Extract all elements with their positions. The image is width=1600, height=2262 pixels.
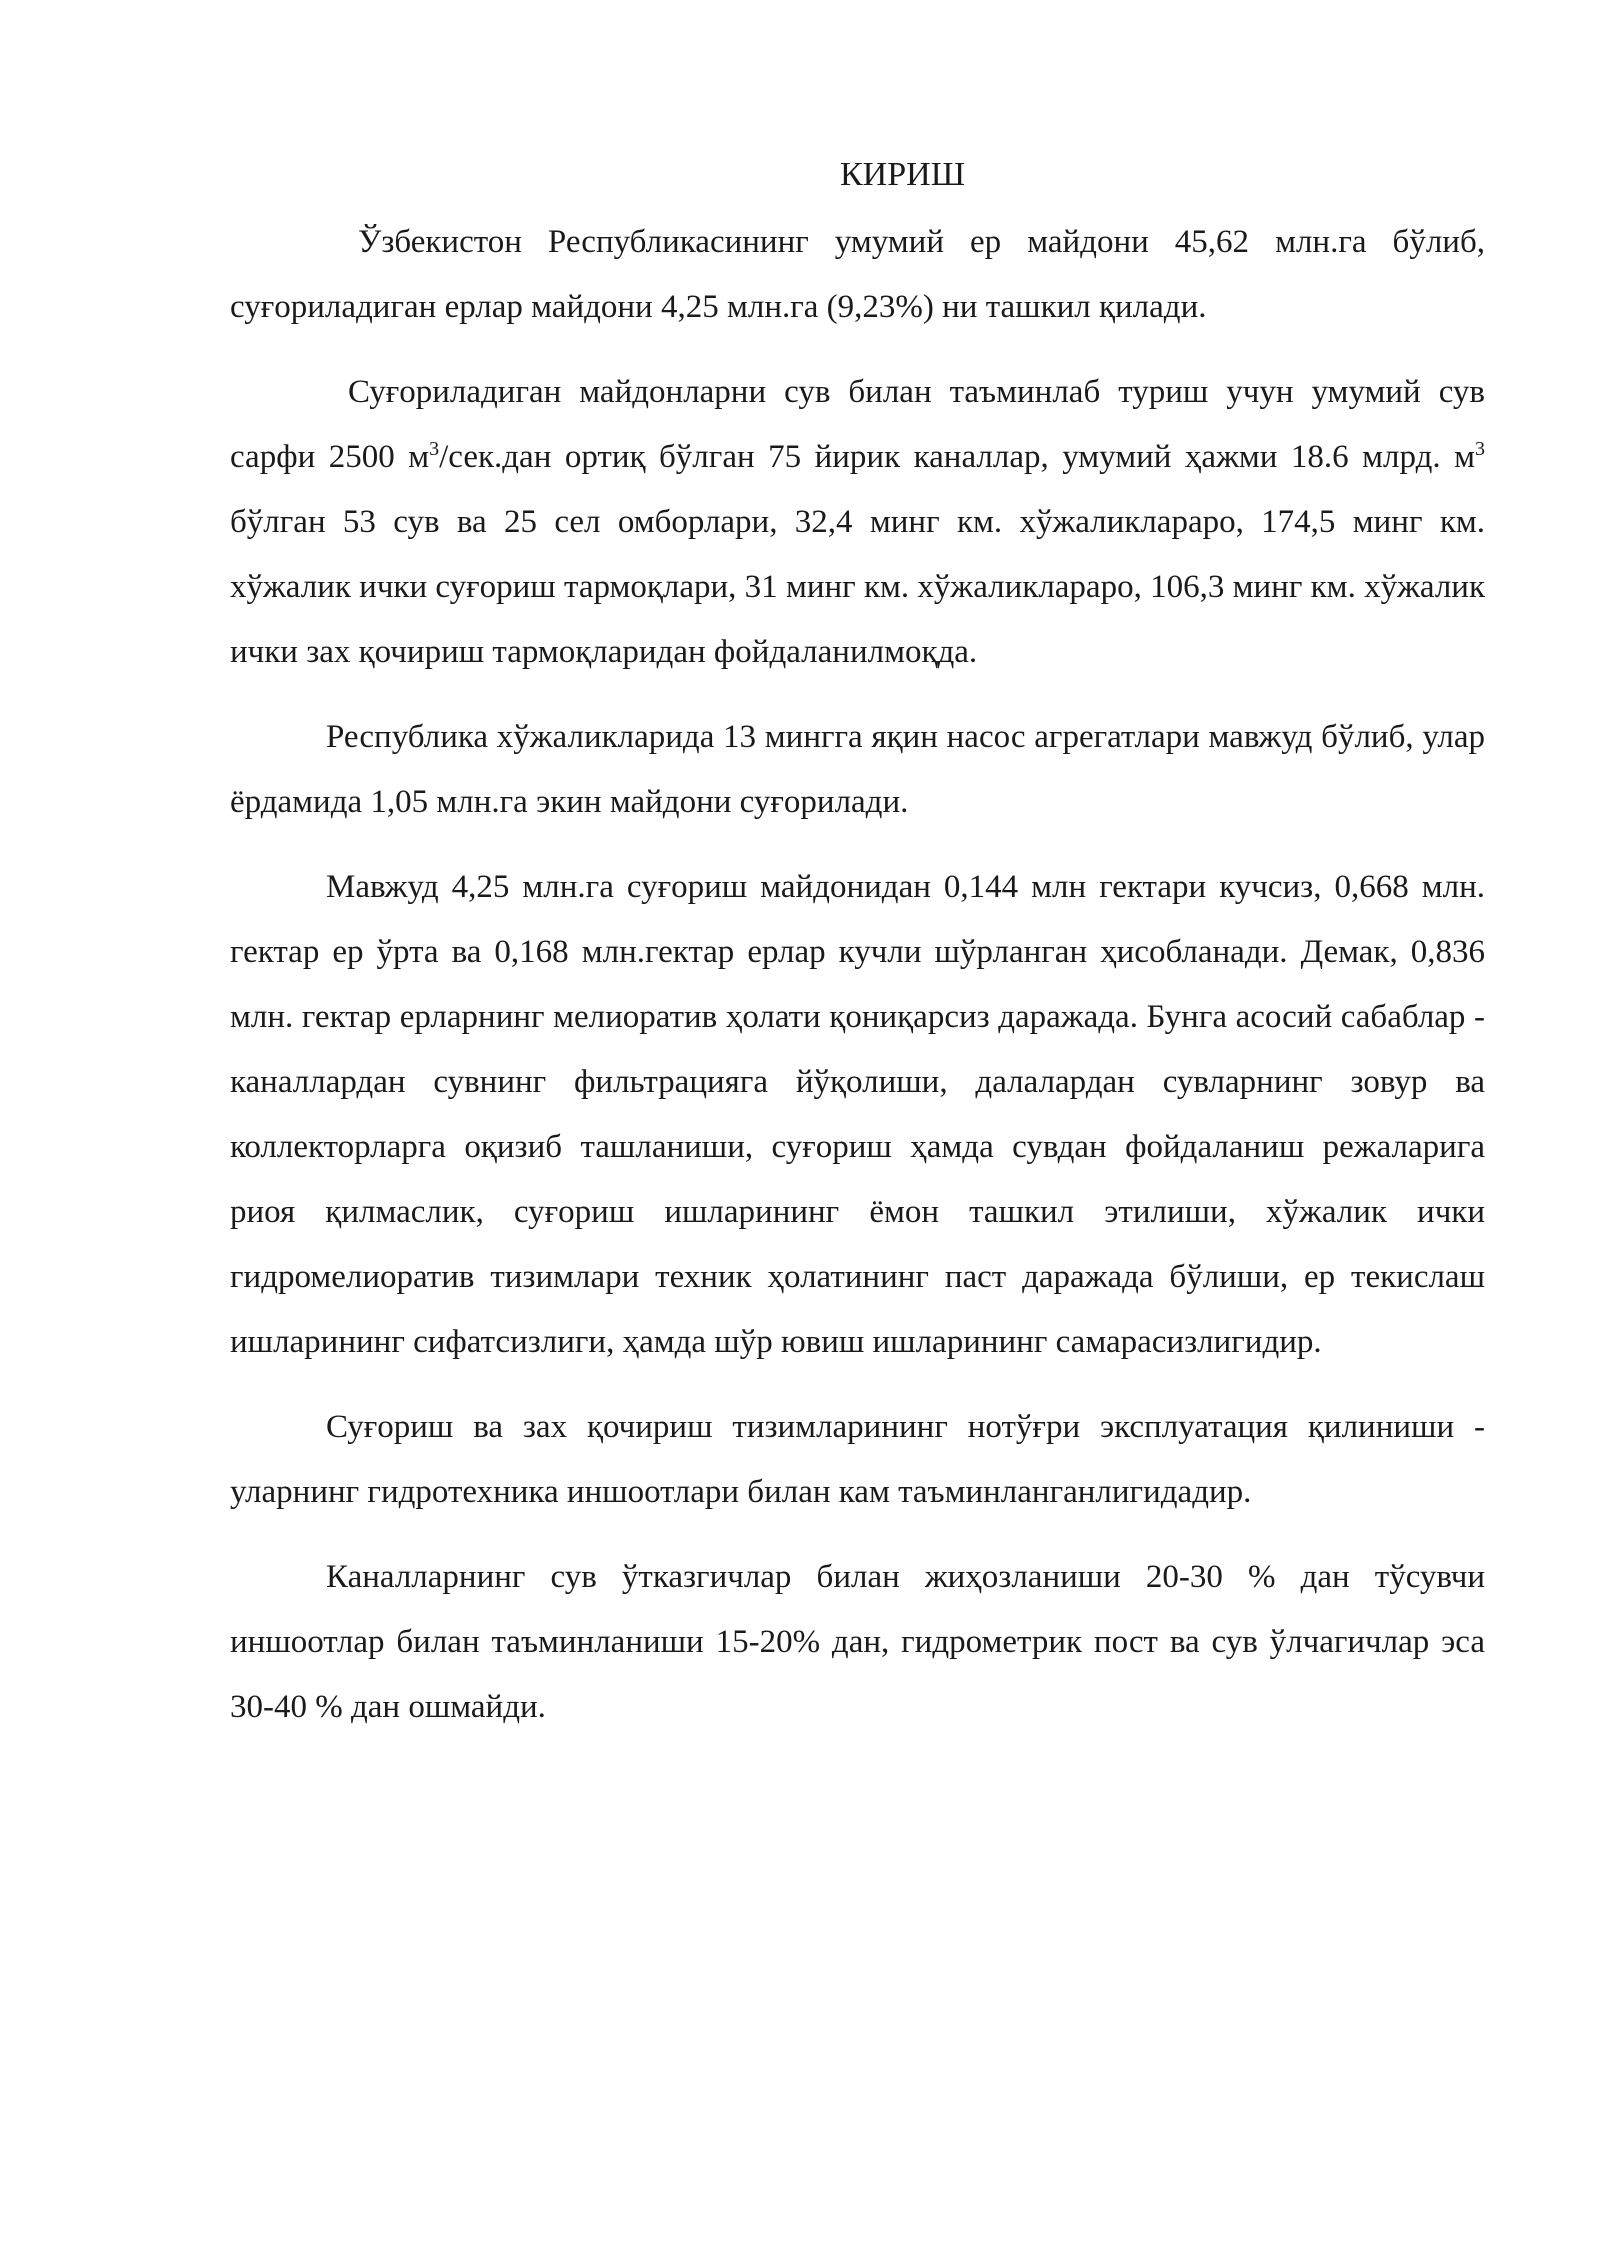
paragraph-irrigation-infrastructure: [230, 360, 1485, 685]
paragraph-land-area: Ўзбекистон Республикасининг умумий ер майдони 45,62 млн.га бўлиб, суғориладиган ерлар майдони 4,25 млн.га (9,23%) ни ташкил қилади.: [230, 224, 1485, 325]
paragraph-operation: Суғориш ва зах қочириш тизимларининг нотўғри эксплуатация қилиниши - уларнинг гидротехника иншоотлари билан кам таъминланганлигидадир.: [230, 1409, 1485, 1510]
paragraph-part: бўлган 53 сув ва 25 сел омборлари, 32,4 минг км. хўжаликлараро, 174,5 минг км. хўжалик ички суғориш тармоқлари, 31 минг км. хўжаликлараро, 106,3 минг км. хўжалик ички зах қочириш тармоқларидан фойдаланилмоқда.: [230, 504, 1485, 670]
document-title: КИРИШ: [840, 156, 965, 193]
paragraph-part: /сек.дан ортиқ бўлган 75 йирик каналлар, умумий ҳажми 18.6 млрд. м: [439, 439, 1475, 475]
paragraph-salinity: Мавжуд 4,25 млн.га суғориш майдонидан 0,144 млн гектари кучсиз, 0,668 млн. гектар ер ўрта ва 0,168 млн.гектар ерлар кучли шўрланган ҳисобланади. Демак, 0,836 млн. гектар ерларнинг мелиоратив ҳолати қониқарсиз даражада. Бунга асосий сабаблар - каналлардан сувнинг фильтрацияга йўқолиши, далалардан сувларнинг зовур ва коллекторларга оқизиб ташланиши, суғориш ҳамда сувдан фойдаланиш режаларига риоя қилмаслик, суғориш ишларининг ёмон ташкил этилиши, хўжалик ички гидромелиоратив тизимлари техник ҳолатининг паст даражада бўлиши, ер текислаш ишларининг сифатсизлиги, ҳамда шўр ювиш ишларининг самарасизлигидир.: [230, 869, 1485, 1360]
document-page: [230, 150, 1485, 1760]
paragraph-part: Суғориладиган майдонларни сув билан таъминлаб туриш учун умумий сув сарфи 2500 м: [230, 374, 1485, 475]
paragraph-equipment: Каналларнинг сув ўтказгичлар билан жиҳозланиши 20-30 % дан тўсувчи иншоотлар билан таъминланиши 15-20% дан, гидрометрик пост ва сув ўлчагичлар эса 30-40 % дан ошмайди.: [230, 1559, 1485, 1725]
paragraph-pump-units: Республика хўжаликларида 13 мингга яқин насос агрегатлари мавжуд бўлиб, улар ёрдамида 1,05 млн.га экин майдони суғорилади.: [230, 719, 1485, 820]
superscript: 3: [1475, 438, 1485, 460]
superscript: 3: [429, 438, 440, 460]
